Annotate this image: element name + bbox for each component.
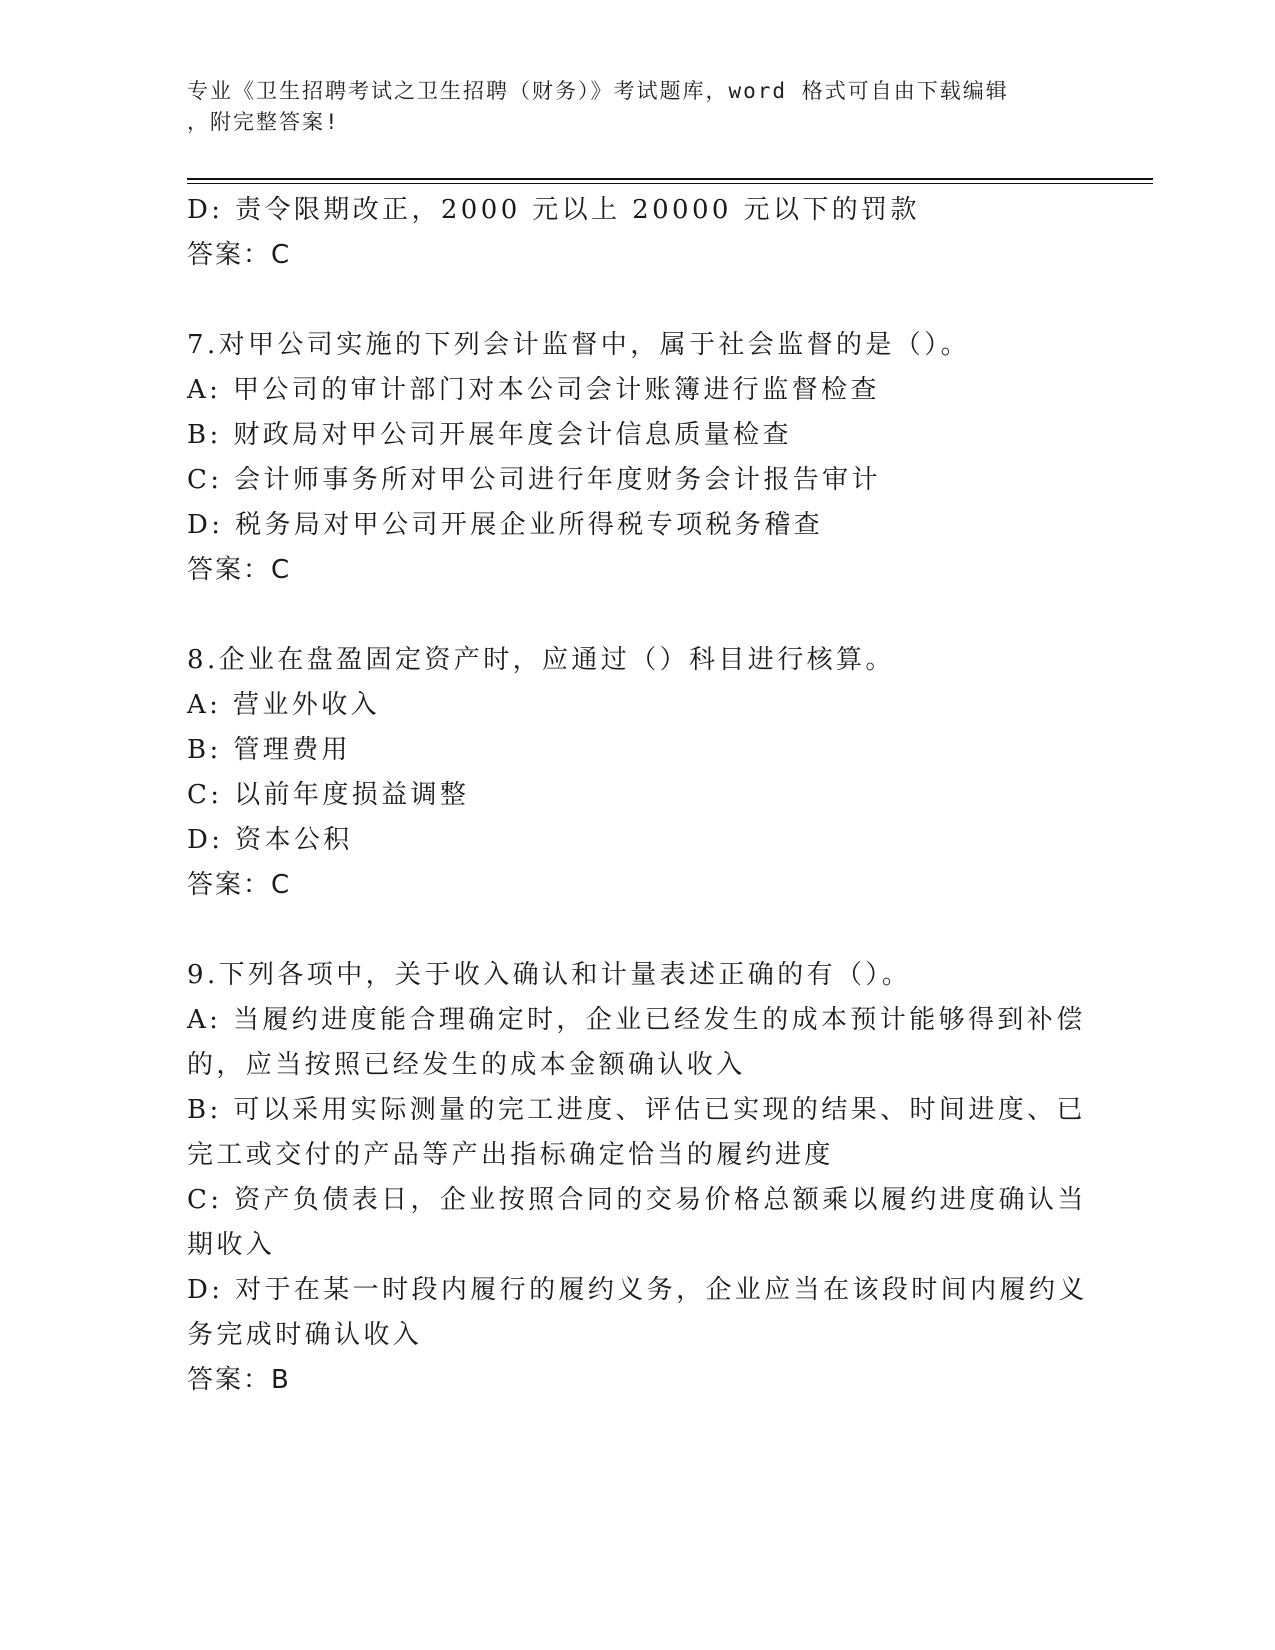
question-content [187,188,1088,1403]
header-divider-thin [187,183,1153,184]
option-b: B: 管理费用 [187,735,351,765]
option-a: A: 甲公司的审计部门对本公司会计账簿进行监督检查 [187,375,880,405]
question-stem: 7.对甲公司实施的下列会计监督中，属于社会监督的是（）。 [187,330,971,360]
spacer [187,908,1077,953]
answer-line: 答案：B [187,1365,291,1395]
answer-line: 答案：C [187,555,292,585]
option-c-line-1: C: 资产负债表日，企业按照合同的交易价格总额乘以履约进度确认当 [187,1185,1087,1215]
header-title-line-1: 专业《卫生招聘考试之卫生招聘（财务）》考试题库，word 格式可自由下载编辑 [187,79,1009,103]
question-8 [187,638,1077,908]
option-d: D: 资本公积 [187,825,353,855]
document-header [187,76,1067,138]
option-c-line-2: 期收入 [187,1230,276,1260]
option-c: C: 以前年度损益调整 [187,780,470,810]
option-c: C: 会计师事务所对甲公司进行年度财务会计报告审计 [187,465,881,495]
question-7 [187,323,1077,593]
option-b-line-1: B: 可以采用实际测量的完工进度、评估已实现的结果、时间进度、已 [187,1095,1086,1125]
spacer [187,278,1077,323]
option-d-line-1: D: 对于在某一时段内履行的履约义务，企业应当在该段时间内履约义 [187,1275,1088,1305]
header-title-line-2: ，附完整答案! [187,110,340,134]
answer-line: 答案：C [187,240,292,270]
question-stem: 8.企业在盘盈固定资产时，应通过（）科目进行核算。 [187,645,895,675]
header-divider-thick [187,178,1153,180]
option-a-line-2: 的，应当按照已经发生的成本金额确认收入 [187,1050,746,1080]
option-a-line-1: A: 当履约进度能合理确定时，企业已经发生的成本预计能够得到补偿 [187,1005,1086,1035]
option-d: D: 责令限期改正，2000 元以上 20000 元以下的罚款 [187,195,920,225]
option-b-line-2: 完工或交付的产品等产出指标确定恰当的履约进度 [187,1140,834,1170]
option-a: A: 营业外收入 [187,690,381,720]
option-d-line-2: 务完成时确认收入 [187,1320,423,1350]
option-b: B: 财政局对甲公司开展年度会计信息质量检查 [187,420,792,450]
question-stem: 9.下列各项中，关于收入确认和计量表述正确的有（）。 [187,960,912,990]
question-6-continued [187,188,1077,278]
answer-line: 答案：C [187,870,292,900]
spacer [187,593,1077,638]
option-d: D: 税务局对甲公司开展企业所得税专项税务稽查 [187,510,824,540]
question-9 [187,953,1088,1403]
